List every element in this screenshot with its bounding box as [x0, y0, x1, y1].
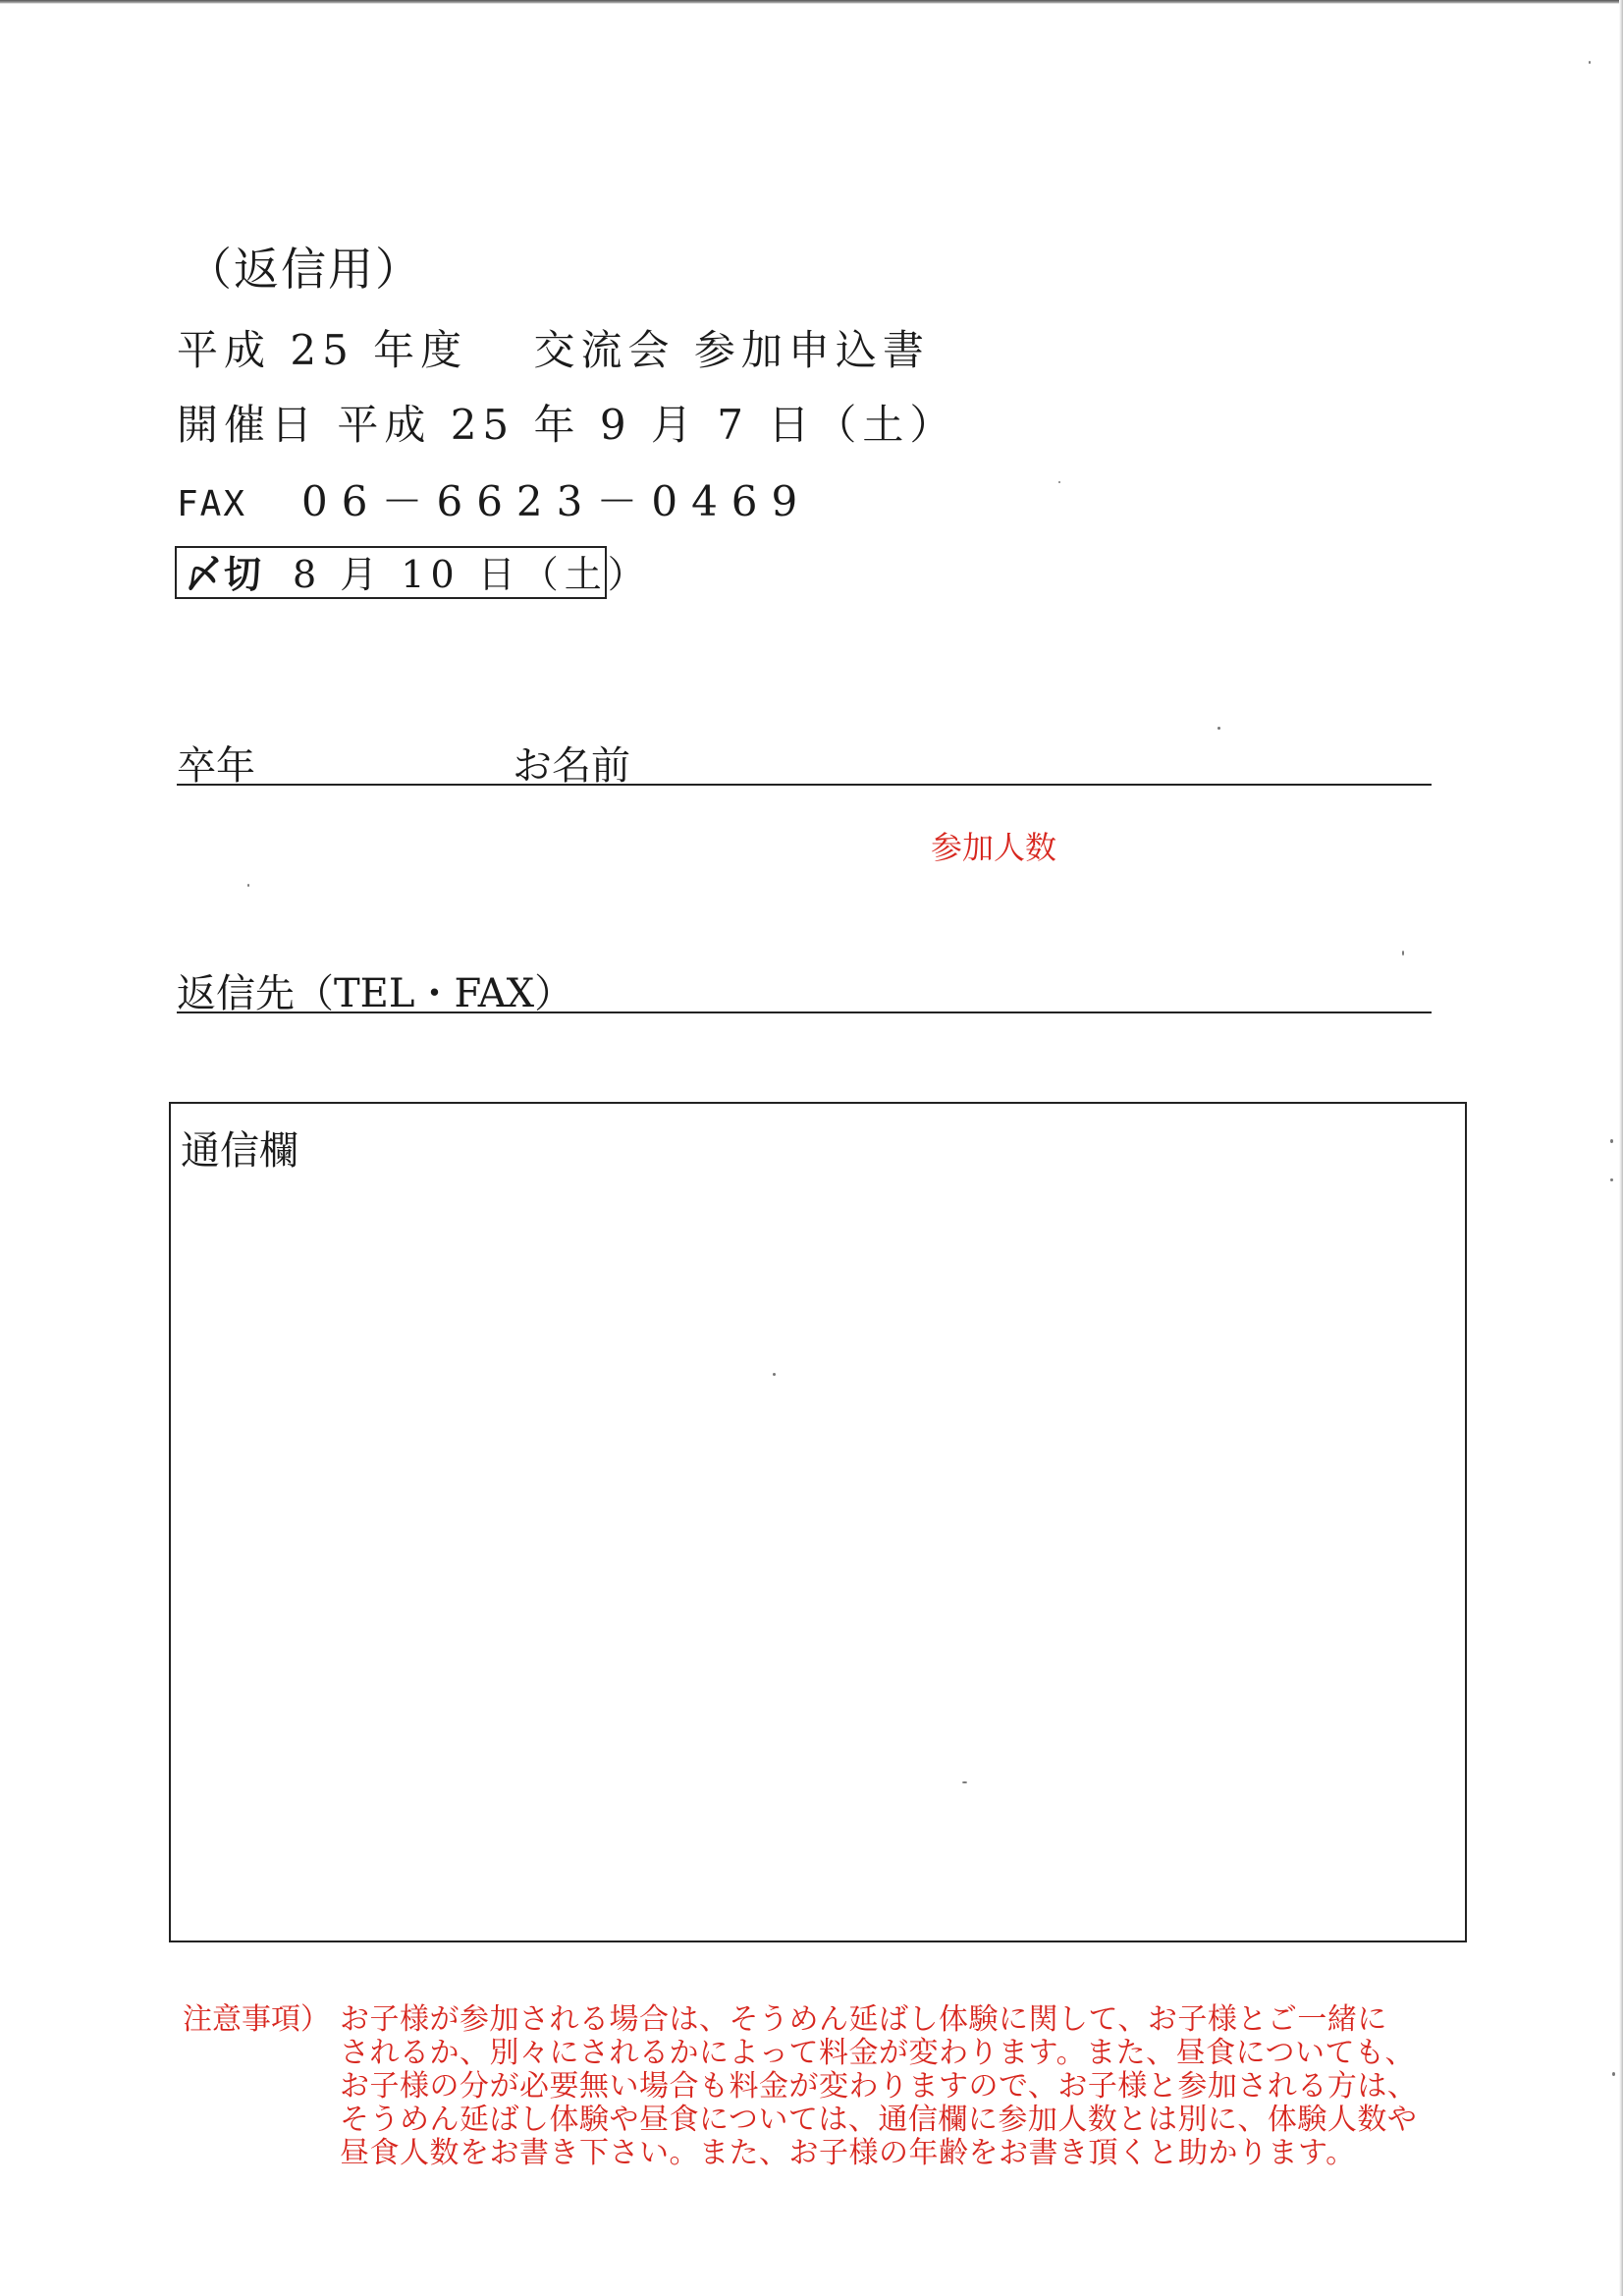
- scan-speck: [1058, 481, 1060, 483]
- scan-edge-top: [0, 0, 1623, 4]
- contact-label: 返信先（TEL・FAX）: [177, 971, 574, 1016]
- scan-edge-right: [1619, 0, 1623, 2296]
- communication-box[interactable]: [169, 1102, 1467, 1942]
- contact-field[interactable]: [177, 962, 1432, 1016]
- event-date: 開催日 平成 25 年 9 月 7 日（土）: [177, 401, 957, 449]
- scan-speck: [1589, 61, 1591, 64]
- participant-count-label: 参加人数: [931, 829, 1057, 866]
- deadline-label: 〆切: [185, 552, 264, 596]
- notes-line: されるか、別々にされるかによって料金が変わります。また、昼食についても、: [340, 2036, 1415, 2070]
- notes-line: お子様の分が必要無い場合も料金が変わりますので、お子様と参加される方は、: [340, 2069, 1418, 2104]
- scan-speck: [1612, 2072, 1615, 2076]
- notes-text: [340, 2003, 1488, 2170]
- scan-speck: [1610, 1139, 1613, 1143]
- scan-speck: [1217, 727, 1220, 730]
- form-title: 平成 25 年度 交流会 参加申込書: [177, 326, 930, 374]
- scan-speck: [773, 1373, 776, 1376]
- scan-speck: [962, 1781, 967, 1783]
- scan-speck: [1402, 951, 1404, 956]
- scan-speck: [1610, 1178, 1613, 1181]
- reply-label: （返信用）: [187, 243, 422, 296]
- notes-line: お子様が参加される場合は、そうめん延ばし体験に関して、お子様とご一緒に: [340, 2002, 1387, 2037]
- graduation-year-label: 卒年: [177, 743, 255, 789]
- fax-label: FAX: [177, 484, 247, 524]
- notes-label: 注意事項）: [183, 2002, 330, 2037]
- deadline-box: [175, 546, 651, 599]
- deadline-date: 8 月 10 日（土）: [293, 553, 651, 596]
- graduation-name-field[interactable]: [177, 735, 1432, 789]
- fax-line: [177, 469, 811, 528]
- notes-line: 昼食人数をお書き下さい。また、お子様の年齢をお書き頂くと助かります。: [340, 2136, 1356, 2170]
- name-label: お名前: [513, 743, 630, 789]
- fax-number: 06－6623－0469: [301, 477, 812, 525]
- scan-speck: [247, 884, 249, 887]
- notes-line: そうめん延ばし体験や昼食については、通信欄に参加人数とは別に、体験人数や: [340, 2103, 1418, 2137]
- communication-label: 通信欄: [181, 1128, 298, 1174]
